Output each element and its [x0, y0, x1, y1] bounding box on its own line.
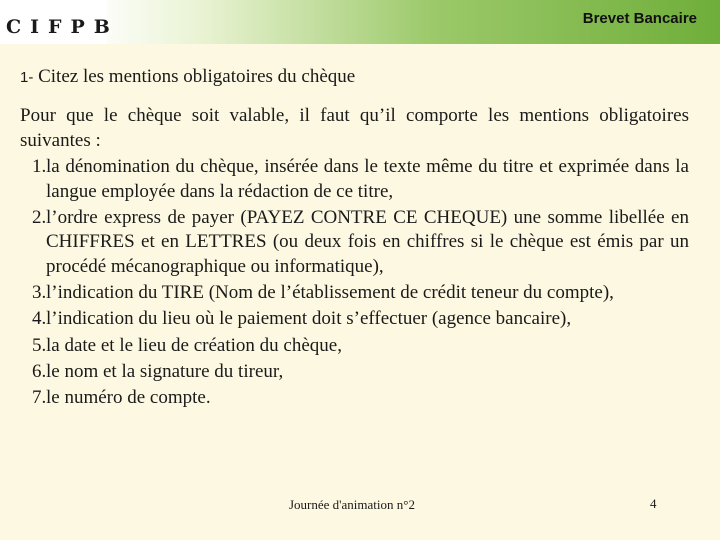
- intro-paragraph: Pour que le chèque soit valable, il faut qu’il comporte les mentions obligatoires suivantes :: [20, 105, 689, 151]
- slide-header: [0, 0, 720, 44]
- question-text: Citez les mentions obligatoires du chèque: [38, 66, 356, 87]
- list-item-number: 6.: [32, 360, 47, 382]
- question-number: 1-: [20, 69, 34, 86]
- list-item: [20, 334, 689, 359]
- page-number: 4: [650, 496, 657, 511]
- list-item-text: la date et le lieu de création du chèque,: [46, 334, 342, 356]
- list-item: [20, 155, 689, 204]
- cifpb-logo: CIFPB: [6, 16, 119, 38]
- list-item-text: le numéro de compte.: [46, 387, 211, 409]
- list-item: [20, 281, 689, 306]
- list-item: [20, 307, 689, 332]
- list-item-number: 5.: [32, 334, 47, 356]
- question-heading: [20, 66, 355, 88]
- list-item-text: la dénomination du chèque, insérée dans le texte même du titre et exprimée dans la langue employée dans la rédaction de ce titre,: [46, 156, 689, 202]
- logo-area: [0, 0, 119, 44]
- answer-body: [20, 104, 689, 413]
- list-item-number: 7.: [32, 387, 47, 409]
- list-item: [20, 206, 689, 280]
- footer-text: Journée d'animation n°2: [289, 497, 415, 512]
- list-item-text: l’indication du TIRE (Nom de l’établissement de crédit teneur du compte),: [46, 282, 614, 304]
- list-item-text: l’ordre express de payer (PAYEZ CONTRE CE CHEQUE) une somme libellée en CHIFFRES et en LETTRES (ou deux fois en chiffres si le chèque est émis par un procédé mécanographique ou informatique),: [46, 206, 689, 277]
- list-item-number: 4.: [32, 308, 47, 330]
- list-item-number: 3.: [32, 282, 47, 304]
- list-item: [20, 386, 689, 411]
- list-item-text: l’indication du lieu où le paiement doit s’effectuer (agence bancaire),: [46, 308, 572, 330]
- list-item-number: 1.: [32, 156, 47, 177]
- list-item-text: le nom et la signature du tireur,: [46, 360, 284, 382]
- list-item-number: 2.: [32, 206, 47, 228]
- list-item: [20, 360, 689, 385]
- mentions-list: [20, 155, 689, 411]
- header-title: Brevet Bancaire: [582, 10, 697, 27]
